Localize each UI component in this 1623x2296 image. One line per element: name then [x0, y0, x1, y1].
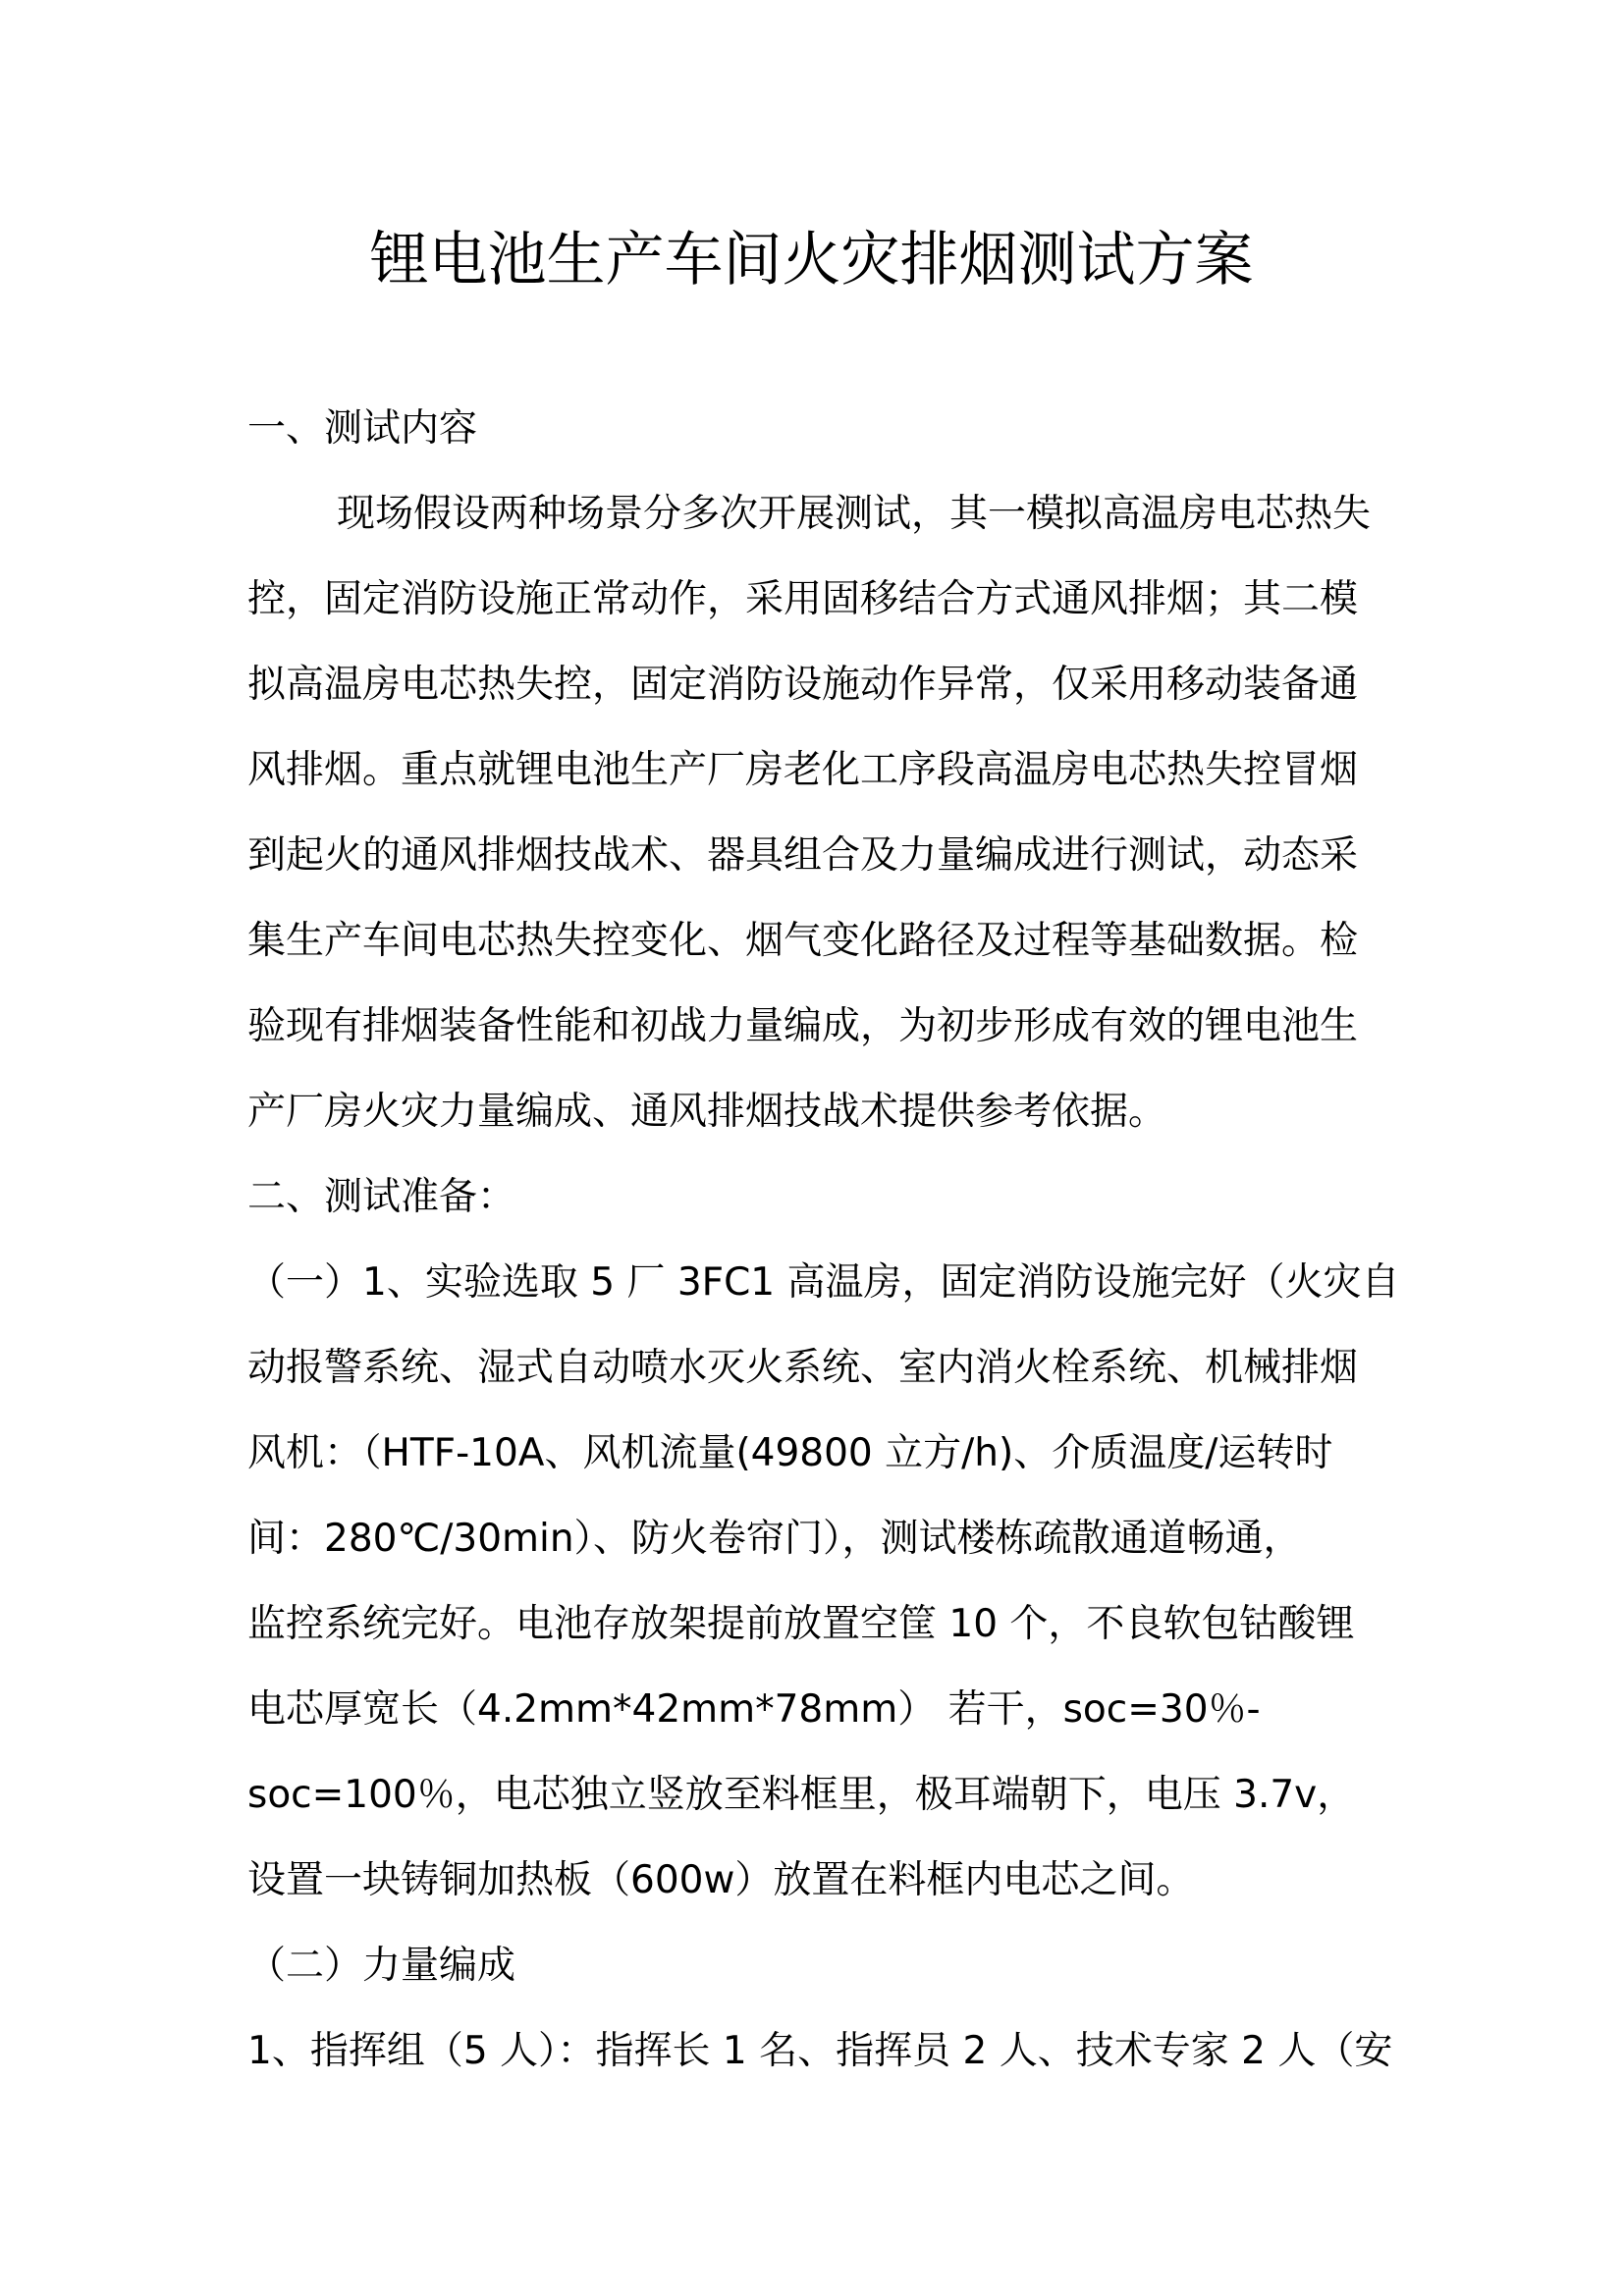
paragraph-line: 间：280℃/30min）、防火卷帘门），测试楼栋疏散通道畅通，: [247, 1517, 1302, 1561]
section-heading: 一、测试内容: [247, 406, 478, 451]
paragraph-line: 集生产车间电芯热失控变化、烟气变化路径及过程等基础数据。检: [247, 919, 1359, 963]
paragraph-line: 风排烟。重点就锂电池生产厂房老化工序段高温房电芯热失控冒烟: [247, 748, 1359, 792]
paragraph-line: 监控系统完好。电池存放架提前放置空筐 10 个，不良软包钴酸锂: [247, 1602, 1355, 1646]
paragraph-line: 验现有排烟装备性能和初战力量编成，为初步形成有效的锂电池生: [247, 1004, 1359, 1048]
paragraph-line: 拟高温房电芯热失控，固定消防设施动作异常，仅采用移动装备通: [247, 663, 1359, 707]
paragraph-line: 控，固定消防设施正常动作，采用固移结合方式通风排烟；其二模: [247, 577, 1359, 621]
paragraph-line: 设置一块铸铜加热板（600w）放置在料框内电芯之间。: [247, 1858, 1195, 1902]
paragraph-line: 电芯厚宽长（4.2mm*42mm*78mm） 若干，soc=30％-: [247, 1687, 1261, 1732]
subsection-heading: （二）力量编成: [247, 1944, 516, 1988]
paragraph-line: 产厂房火灾力量编成、通风排烟技战术提供参考依据。: [247, 1090, 1167, 1134]
section-heading: 二、测试准备：: [247, 1175, 516, 1219]
paragraph-line: 1、指挥组（5 人）：指挥长 1 名、指挥员 2 人、技术专家 2 人（安: [247, 2029, 1393, 2073]
paragraph-line: 到起火的通风排烟技战术、器具组合及力量编成进行测试，动态采: [247, 833, 1359, 878]
paragraph-line: soc=100％，电芯独立竖放至料框里，极耳端朝下，电压 3.7v，: [247, 1773, 1356, 1817]
paragraph-line: （一）1、实验选取 5 厂 3FC1 高温房，固定消防设施完好（火灾自: [247, 1260, 1400, 1305]
paragraph-line: 动报警系统、湿式自动喷水灭火系统、室内消火栓系统、机械排烟: [247, 1346, 1359, 1390]
paragraph-line: 现场假设两种场景分多次开展测试，其一模拟高温房电芯热失: [337, 492, 1372, 536]
paragraph-line: 风机：（HTF-10A、风机流量(49800 立方/h)、介质温度/运转时: [247, 1431, 1333, 1475]
document-title: 锂电池生产车间火灾排烟测试方案: [369, 226, 1254, 294]
